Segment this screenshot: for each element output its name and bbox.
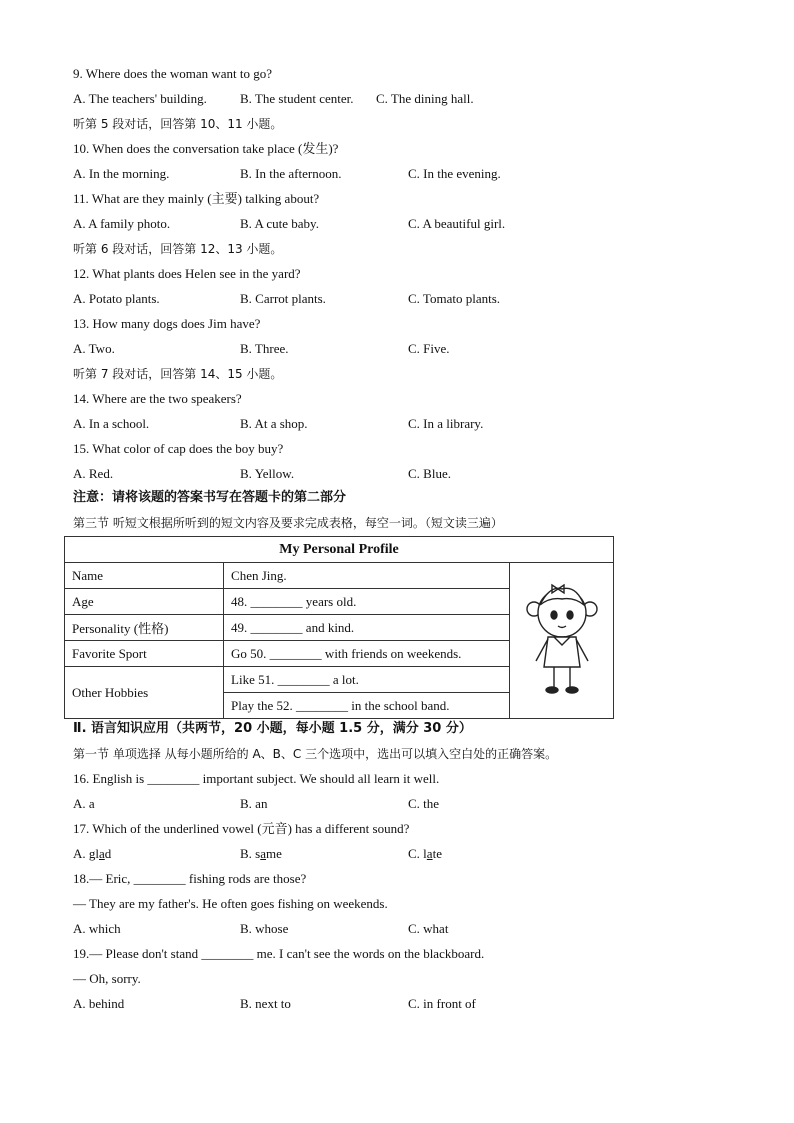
q17-option-b: B. same [240, 846, 282, 861]
question-14: 14. Where are the two speakers? [73, 391, 242, 406]
q15-option-c: C. Blue. [408, 466, 451, 481]
q11-option-a: A. A family photo. [73, 216, 171, 231]
q19-option-b: B. next to [240, 996, 291, 1011]
part-2-section-1-instruction: 第一节 单项选择 从每小题所给的 A、B、C 三个选项中，选出可以填入空白处的正确答案。 [73, 747, 558, 761]
question-10: 10. When does the conversation take place (发生)? [73, 141, 339, 156]
q10-option-a: A. In the morning. [73, 166, 170, 181]
q16-option-b: B. an [240, 796, 268, 811]
profile-title: My Personal Profile [65, 537, 614, 563]
question-9: 9. Where does the woman want to go? [73, 66, 273, 81]
q18-option-b: B. whose [240, 921, 289, 936]
q19-option-c: C. in front of [408, 996, 476, 1011]
profile-value-hobby-2: Play the 52. ________ in the school band. [224, 693, 510, 719]
question-16: 16. English is ________ important subject. We should all learn it well. [73, 771, 440, 786]
q10-option-b: B. In the afternoon. [240, 166, 342, 181]
q19-option-a: A. behind [73, 996, 125, 1011]
answer-sheet-notice: 注意：请将该题的答案书写在答题卡的第二部分 [73, 490, 347, 505]
q12-option-b: B. Carrot plants. [240, 291, 326, 306]
profile-label-personality: Personality (性格) [65, 615, 224, 641]
profile-label-age: Age [65, 589, 224, 615]
instruction-dialog-6: 听第 6 段对话，回答第 12、13 小题。 [73, 242, 283, 256]
q14-option-b: B. At a shop. [240, 416, 308, 431]
q9-option-c: C. The dining hall. [376, 91, 474, 106]
instruction-dialog-7: 听第 7 段对话，回答第 14、15 小题。 [73, 367, 283, 381]
profile-value-name: Chen Jing. [224, 563, 510, 589]
q11-option-c: C. A beautiful girl. [408, 216, 506, 231]
question-12: 12. What plants does Helen see in the yard? [73, 266, 301, 281]
q9-option-a: A. The teachers' building. [73, 91, 207, 106]
q18-option-c: C. what [408, 921, 449, 936]
question-19-response: — Oh, sorry. [73, 971, 141, 986]
q16-option-a: A. a [73, 796, 95, 811]
question-18: 18.— Eric, ________ fishing rods are those? [73, 871, 307, 886]
girl-illustration [520, 575, 604, 703]
part-2-title: Ⅱ. 语言知识应用（共两节，20 小题，每小题 1.5 分，满分 30 分） [73, 721, 472, 736]
q18-option-a: A. which [73, 921, 121, 936]
personal-profile-table [64, 536, 614, 719]
profile-value-age: 48. ________ years old. [224, 589, 510, 615]
profile-value-favorite-sport: Go 50. ________ with friends on weekends. [224, 641, 510, 667]
q15-option-a: A. Red. [73, 466, 114, 481]
q13-option-b: B. Three. [240, 341, 289, 356]
instruction-dialog-5: 听第 5 段对话，回答第 10、11 小题。 [73, 117, 283, 131]
q14-option-c: C. In a library. [408, 416, 484, 431]
q13-option-c: C. Five. [408, 341, 450, 356]
question-13: 13. How many dogs does Jim have? [73, 316, 261, 331]
profile-label-favorite-sport: Favorite Sport [65, 641, 224, 667]
question-15: 15. What color of cap does the boy buy? [73, 441, 284, 456]
question-19: 19.— Please don't stand ________ me. I can't see the words on the blackboard. [73, 946, 485, 961]
question-18-response: — They are my father's. He often goes fishing on weekends. [73, 896, 388, 911]
q11-option-b: B. A cute baby. [240, 216, 319, 231]
q12-option-c: C. Tomato plants. [408, 291, 501, 306]
q16-option-c: C. the [408, 796, 440, 811]
q14-option-a: A. In a school. [73, 416, 150, 431]
q13-option-a: A. Two. [73, 341, 115, 356]
q17-option-a: A. glad [73, 846, 112, 861]
q12-option-a: A. Potato plants. [73, 291, 160, 306]
q10-option-c: C. In the evening. [408, 166, 501, 181]
girl-illustration-cell [510, 563, 614, 719]
profile-label-name: Name [65, 563, 224, 589]
section-3-instruction: 第三节 听短文根据所听到的短文内容及要求完成表格，每空一词。（短文读三遍） [73, 516, 503, 530]
question-17: 17. Which of the underlined vowel (元音) has a different sound? [73, 821, 410, 836]
q9-option-b: B. The student center. [240, 91, 354, 106]
question-11: 11. What are they mainly (主要) talking about? [73, 191, 320, 206]
profile-value-personality: 49. ________ and kind. [224, 615, 510, 641]
profile-label-other-hobbies: Other Hobbies [65, 667, 224, 719]
q15-option-b: B. Yellow. [240, 466, 295, 481]
profile-value-hobby-1: Like 51. ________ a lot. [224, 667, 510, 693]
q17-option-c: C. late [408, 846, 442, 861]
